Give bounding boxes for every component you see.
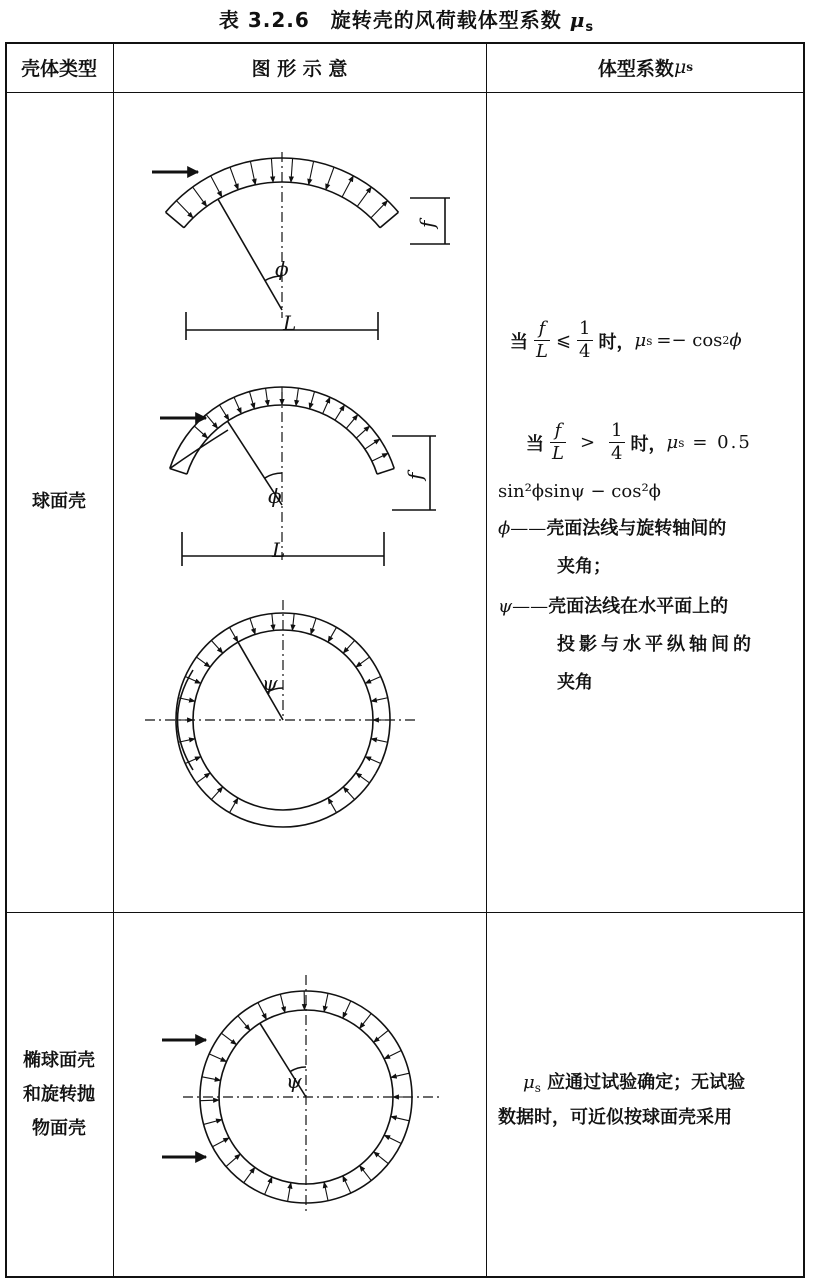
fig4-pressure-arrow: [238, 1016, 250, 1031]
fig2-pressure-arrow: [310, 392, 315, 409]
fig4-pressure-arrow: [280, 994, 285, 1012]
fig1-pressure-arrow: [371, 201, 388, 218]
fig2-pressure-arrow: [323, 397, 330, 413]
header-mu-sub: s: [686, 60, 694, 74]
ellipsoid-mu-sub: s: [534, 1081, 541, 1095]
formula1-mu: μ: [634, 330, 647, 351]
def-psi-dash: ——: [512, 596, 549, 617]
formula1-num: f: [538, 318, 546, 339]
fig2-pressure-arrow: [234, 397, 241, 413]
row-label-spherical: 球面壳: [32, 491, 86, 512]
fig1-end-right: [380, 212, 398, 227]
fig3-pressure-arrow: [292, 614, 294, 631]
fig3-pressure-arrow: [272, 614, 274, 631]
fig1-phi-label: ϕ: [275, 257, 289, 281]
formula1-lead: 当: [510, 331, 528, 353]
fig4-psi-label: ψ: [286, 1069, 302, 1093]
fig2-pressure-arrow: [266, 388, 269, 406]
fig1-L-label: L: [283, 311, 297, 335]
fig1-pressure-arrow: [309, 161, 314, 184]
formula2-num: f: [554, 420, 562, 441]
formula2-rden: 4: [611, 443, 623, 464]
fig1-pressure-arrow: [271, 158, 273, 182]
fig3-pressure-arrow: [365, 757, 381, 764]
formula2-rhs: = 0.5: [692, 432, 752, 453]
fig1-pressure-arrow: [291, 158, 293, 182]
title-text: 表 3.2.6 旋转壳的风荷载体型系数: [218, 8, 570, 32]
definition-phi-line2: 夹角；: [557, 556, 611, 577]
fig4-pressure-arrow: [221, 1033, 236, 1044]
fig2-pressure-arrow: [194, 426, 207, 438]
fig3-pressure-arrow: [328, 627, 337, 642]
def-psi-line1: 壳面法线在水平面上的: [548, 596, 729, 617]
header-mu-symbol: μ: [673, 56, 687, 78]
fig3-pressure-arrow: [230, 627, 239, 642]
fig4-pressure-arrow: [265, 1177, 272, 1194]
formula2-mu-sub: s: [678, 435, 685, 450]
fig4-pressure-arrow: [226, 1154, 240, 1166]
formula1-sup: 2: [722, 334, 730, 347]
fig1-pressure-arrow: [357, 187, 371, 206]
formula2-lead: 当: [526, 433, 544, 455]
title-mu-sub: s: [585, 20, 595, 35]
fig4-pressure-arrow: [343, 1176, 351, 1193]
def-phi-dash: ——: [510, 518, 547, 539]
fig4-pressure-arrow: [391, 1073, 410, 1077]
fig4-pressure-arrow: [244, 1167, 255, 1182]
fig4-pressure-arrow: [360, 1013, 372, 1028]
fig3-pressure-arrow: [250, 618, 255, 634]
fig2-pressure-arrow: [372, 453, 388, 461]
formula1-phi: ϕ: [729, 330, 742, 351]
fig2-pressure-arrow: [346, 415, 358, 429]
formula1-mu-sub: s: [646, 333, 653, 348]
row-label-line-2: 和旋转抛: [23, 1084, 95, 1105]
formula2-rnum: 1: [611, 420, 623, 441]
formula1-rhs: =− cos: [656, 330, 723, 351]
fig3-pressure-arrow: [371, 698, 388, 702]
row-label-line-1: 椭球面壳: [23, 1050, 95, 1071]
fig4-pressure-arrow: [360, 1166, 372, 1181]
fig1-pressure-arrow: [326, 167, 334, 190]
fig1-end-left: [166, 212, 184, 227]
formula1-rden: 4: [579, 341, 591, 362]
fig4-pressure-arrow: [343, 1001, 351, 1018]
formula1-rnum: 1: [579, 318, 591, 339]
formula2-continuation: sin²ϕsinψ − cos²ϕ: [498, 481, 661, 502]
fig3-pressure-arrow: [311, 618, 316, 634]
ellipsoid-note-line2: 数据时，可近似按球面壳采用: [498, 1107, 732, 1128]
row-label-line-3: 物面壳: [32, 1118, 86, 1139]
fig4-pressure-arrow: [288, 1183, 291, 1202]
fig1-pressure-arrow: [342, 176, 353, 197]
formula1-den: L: [536, 341, 548, 362]
fig3-psi-label: ψ: [262, 671, 278, 695]
header-shell-type: 壳体类型: [20, 57, 97, 80]
fig4-pressure-arrow: [204, 1120, 222, 1125]
fig1-pressure-arrow: [176, 201, 193, 218]
fig3-pressure-arrow: [371, 739, 388, 743]
fig2-L-label: L: [272, 538, 286, 562]
fig2-pressure-arrow: [335, 405, 345, 420]
fig3-pressure-arrow: [343, 787, 354, 800]
fig3-pressure-arrow: [356, 773, 370, 783]
fig3-pressure-arrow: [356, 657, 370, 667]
header-figure: 图 形 示 意: [251, 57, 348, 80]
formula1-when: 时，: [598, 331, 635, 353]
fig1-f-label: f: [415, 220, 439, 228]
fig4-pressure-arrow: [258, 1003, 267, 1020]
fig4-pressure-arrow: [200, 1100, 219, 1101]
fig2-angle-arc: [265, 473, 282, 478]
fig1-pressure-arrow: [193, 187, 207, 206]
fig1-pressure-arrow: [230, 167, 238, 190]
fig3-pressure-arrow: [196, 657, 210, 667]
fig4-pressure-arrow: [212, 1138, 229, 1147]
title-mu-symbol: μ: [569, 8, 586, 32]
fig3-pressure-arrow: [343, 640, 354, 653]
fig4-pressure-arrow: [202, 1077, 221, 1081]
fig4-pressure-arrow: [391, 1117, 410, 1121]
fig3-pressure-arrow: [230, 798, 239, 813]
fig2-pressure-arrow: [249, 392, 254, 409]
formula2-mu: μ: [666, 432, 679, 453]
formula1-operator: ⩽: [555, 330, 572, 351]
fig1-pressure-arrow: [211, 176, 222, 197]
fig4-pressure-arrow: [384, 1051, 401, 1059]
fig2-pressure-arrow: [219, 405, 229, 420]
fig2-end-left: [170, 469, 187, 475]
fig4-pressure-arrow: [384, 1135, 401, 1143]
fig1-pressure-arrow: [250, 161, 255, 184]
fig2-pressure-arrow: [356, 426, 369, 438]
def-phi-line1: 壳面法线与旋转轴间的: [546, 518, 727, 539]
definition-psi-line3: 夹角: [557, 672, 593, 693]
fig4-pressure-arrow: [374, 1152, 389, 1164]
fig4-pressure-arrow: [324, 1182, 328, 1201]
formula2-operator: >: [579, 432, 596, 453]
fig3-pressure-arrow: [211, 787, 222, 800]
def-psi-symbol: ψ: [498, 596, 513, 617]
fig3-pressure-arrow: [365, 676, 381, 683]
fig2-phi-label: ϕ: [268, 484, 282, 508]
fig2-pressure-arrow: [365, 439, 380, 449]
header-coefficient-text: 体型系数: [597, 57, 674, 80]
fig3-pressure-arrow: [211, 640, 222, 653]
fig4-pressure-arrow: [209, 1054, 226, 1062]
definition-psi-line2: 投影与水平纵轴间的: [557, 634, 755, 655]
fig2-pressure-arrow: [206, 415, 218, 429]
ellipsoid-mu: μ: [523, 1072, 535, 1093]
def-phi-symbol: ϕ: [498, 518, 511, 539]
fig3-pressure-arrow: [328, 798, 337, 813]
fig3-pressure-arrow: [196, 773, 210, 783]
fig2-pressure-arrow: [296, 388, 299, 406]
fig1-normal: [218, 199, 282, 310]
formula2-when: 时，: [630, 433, 667, 455]
fig3-outer-arc-top: [176, 613, 390, 774]
fig4-pressure-arrow: [374, 1030, 389, 1042]
ellipsoid-text1: 应通过试验确定；无试验: [540, 1072, 746, 1093]
formula2-den: L: [552, 443, 564, 464]
fig2-end-right: [377, 469, 394, 475]
fig4-pressure-arrow: [324, 993, 328, 1012]
fig2-f-label: f: [403, 472, 427, 480]
